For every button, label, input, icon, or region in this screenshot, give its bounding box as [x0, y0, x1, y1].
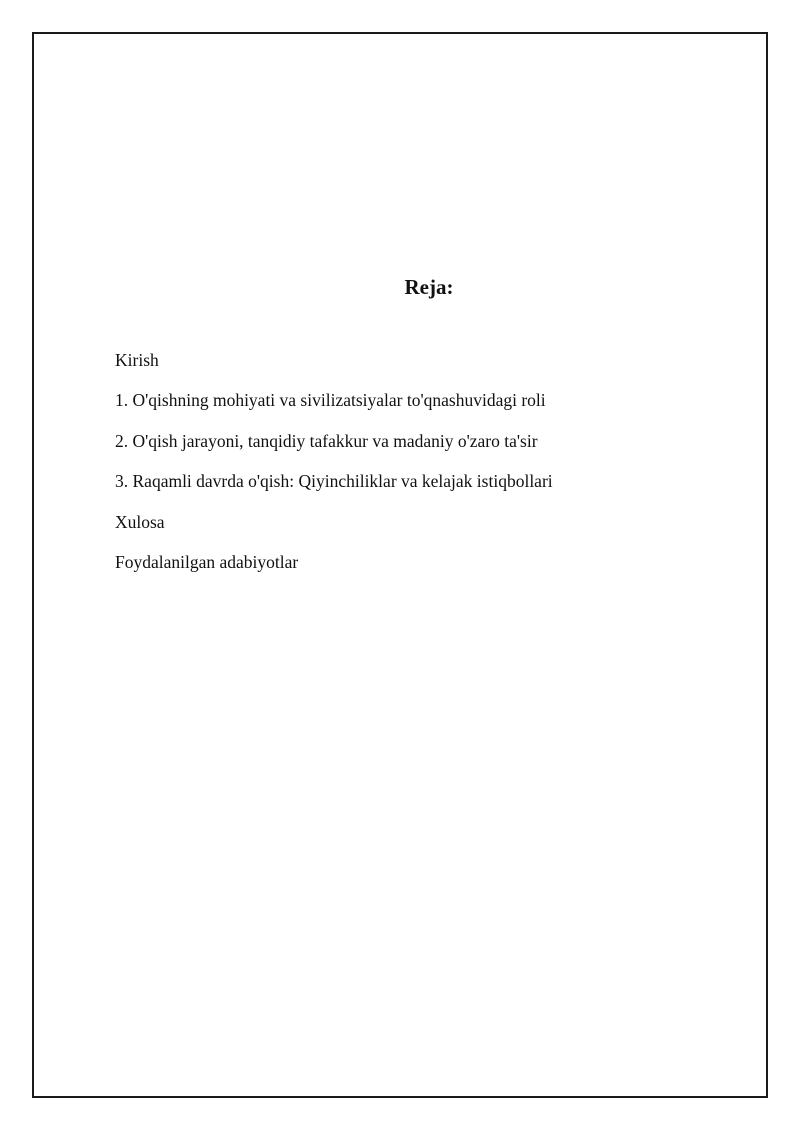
toc-item-conclusion: Xulosa [115, 511, 165, 532]
toc-item-chapter-1: 1. O'qishning mohiyati va sivilizatsiyalar to'qnashuvidagi roli [115, 390, 546, 411]
toc-item-chapter-3: 3. Raqamli davrda o'qish: Qiyinchiliklar va kelajak istiqbollari [115, 471, 553, 492]
toc-item-references: Foydalanilgan adabiyotlar [115, 551, 299, 572]
toc-item-chapter-2: 2. O'qish jarayoni, tanqidiy tafakkur va madaniy o'zaro ta'sir [115, 430, 538, 451]
page-title: Reja: [404, 275, 454, 299]
toc-item-introduction: Kirish [115, 350, 159, 370]
table-of-contents [115, 350, 553, 592]
